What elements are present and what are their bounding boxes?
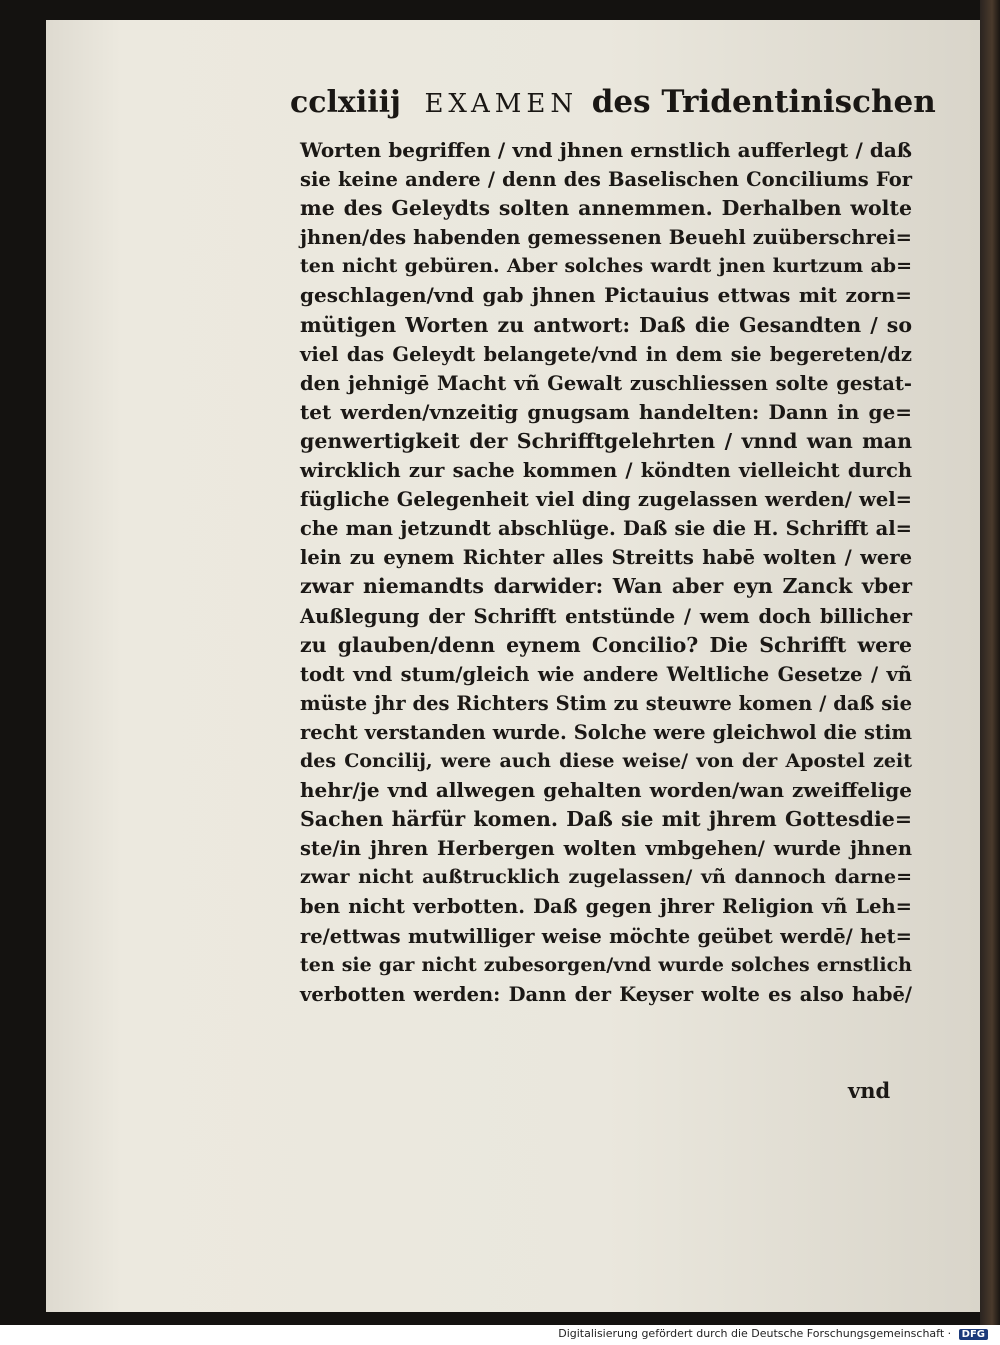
running-title-caps: EXAMEN xyxy=(424,89,579,119)
text-line: wircklich zur sache kommen / köndten vielleicht durch xyxy=(300,459,912,483)
text-line: verbotten werden: Dann der Keyser wolte es also habē/ xyxy=(300,982,912,1006)
text-line: re/ettwas mutwilliger weise möchte geübet werdē/ het= xyxy=(300,924,912,948)
text-line: lein zu eynem Richter alles Streitts habē wolten / were xyxy=(300,546,912,570)
text-line: che man jetzundt abschlüge. Daß sie die H. Schrifft al= xyxy=(300,517,912,541)
text-line: ten sie gar nicht zubesorgen/vnd wurde solches ernstlich xyxy=(300,953,912,976)
text-line: den jehnigē Macht vñ Gewalt zuschliessen solte gestat- xyxy=(300,371,912,395)
text-line: Außlegung der Schrifft entstünde / wem doch billicher xyxy=(300,604,912,628)
text-line: zwar nicht außtrucklich zugelassen/ vñ dannoch darne= xyxy=(300,866,912,889)
text-line: des Concilij, were auch diese weise/ von der Apostel zeit xyxy=(300,749,912,772)
text-line: mütigen Worten zu antwort: Daß die Gesandten / so xyxy=(300,312,912,337)
text-line: zwar niemandts darwider: Wan aber eyn Zanck vber xyxy=(300,574,912,599)
running-title: des Tridentinischen xyxy=(591,84,936,120)
footer-bar xyxy=(0,1325,1000,1345)
text-line: todt vnd stum/gleich wie andere Weltliche Gesetze / vñ xyxy=(300,662,912,686)
text-line: jhnen/des habenden gemessenen Beuehl zuüberschrei= xyxy=(300,226,912,250)
running-header xyxy=(290,84,936,132)
folio-number: cclxiiij xyxy=(290,85,401,120)
credit-text: Digitalisierung gefördert durch die Deutsche Forschungsgemeinschaft xyxy=(558,1327,945,1340)
text-line: sie keine andere / denn des Baselischen Conciliums For xyxy=(300,168,912,192)
text-line: ste/in jhren Herbergen wolten vmbgehen/ wurde jhnen xyxy=(300,837,912,861)
text-line: Worten begriffen / vnd jhnen ernstlich aufferlegt / daß xyxy=(300,138,912,162)
text-line: hehr/je vnd allwegen gehalten worden/wan zweiffelige xyxy=(300,778,912,803)
footer-credit: Digitalisierung gefördert durch die Deutsche Forschungsgemeinschaft · DFG xyxy=(558,1327,988,1340)
body-text xyxy=(300,136,912,1009)
text-line: genwertigkeit der Schrifftgelehrten / vnnd wan man xyxy=(300,428,912,453)
catchword: vnd xyxy=(848,1078,891,1103)
text-line: viel das Geleydt belangete/vnd in dem sie begereten/dz xyxy=(300,342,912,366)
text-line: Sachen härfür komen. Daß sie mit jhrem Gottesdie= xyxy=(300,807,912,832)
text-line: geschlagen/vnd gab jhnen Pictauius ettwas mit zorn= xyxy=(300,283,912,308)
text-line: müste jhr des Richters Stim zu steuwre komen / daß sie xyxy=(300,691,912,715)
text-line: fügliche Gelegenheit viel ding zugelassen werden/ wel= xyxy=(300,488,912,512)
text-line: ben nicht verbotten. Daß gegen jhrer Religion vñ Leh= xyxy=(300,895,912,919)
text-line: recht verstanden wurde. Solche were gleichwol die stim xyxy=(300,720,912,744)
text-line: me des Geleydts solten annemmen. Derhalben wolte xyxy=(300,196,912,221)
text-line: tet werden/vnzeitig gnugsam handelten: Dann in ge= xyxy=(300,399,912,424)
dfg-logo: DFG xyxy=(959,1329,988,1340)
book-edge xyxy=(980,0,1000,1325)
text-line: ten nicht gebüren. Aber solches wardt jnen kurtzum ab= xyxy=(300,255,912,278)
text-line: zu glauben/denn eynem Concilio? Die Schrifft were xyxy=(300,632,912,657)
